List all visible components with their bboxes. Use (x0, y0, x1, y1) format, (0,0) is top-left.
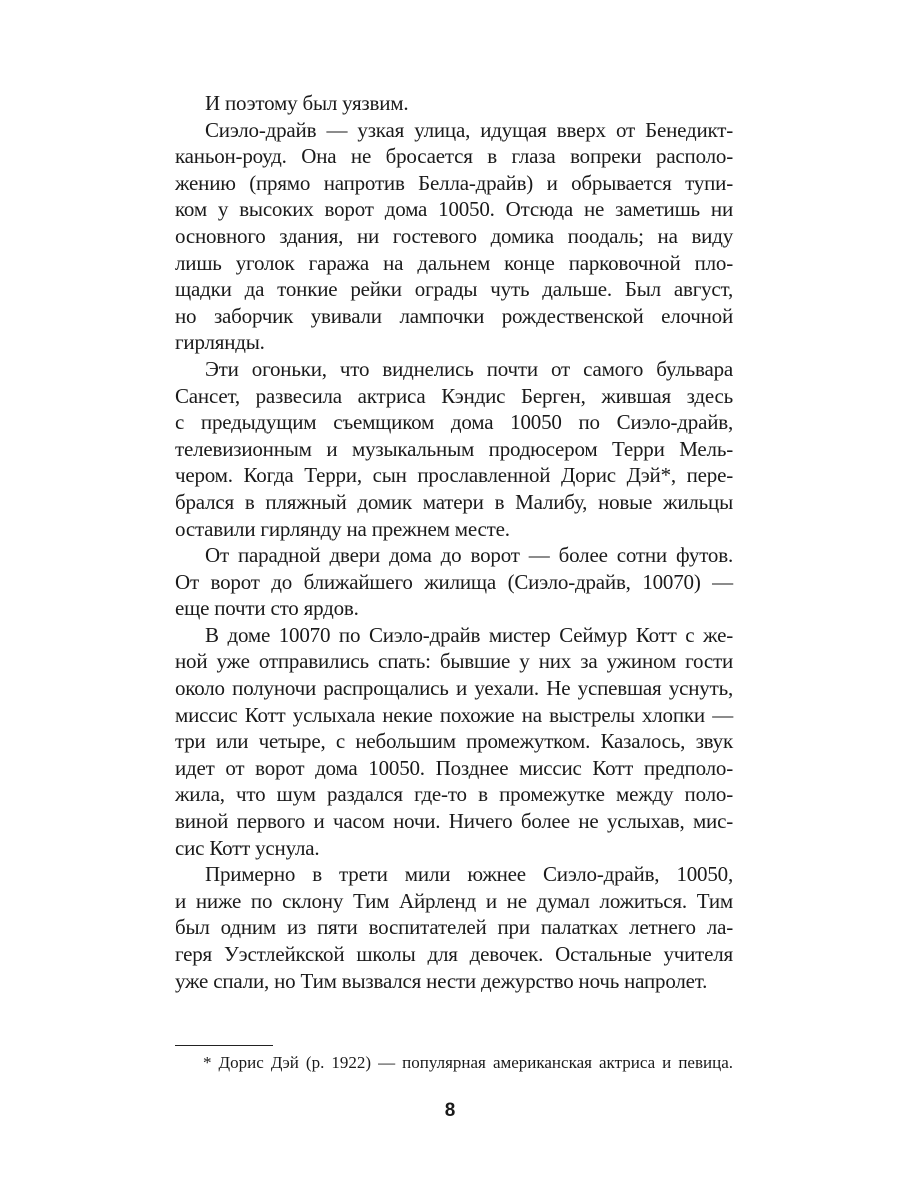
paragraph (175, 622, 733, 861)
text-line: Сиэло-драйв — узкая улица, идущая вверх от Бенедикт- (205, 117, 733, 142)
text-line: жению (прямо напротив Белла-драйв) и обрывается тупи- (175, 170, 733, 195)
text-line: уже спали, но Тим вызвался нести дежурство ночь напролет. (175, 968, 708, 993)
text-line: идет от ворот дома 10050. Позднее миссис Котт предполо- (175, 755, 733, 780)
text-line: три или четыре, с небольшим промежутком. Казалось, звук (175, 729, 733, 754)
paragraph (175, 542, 733, 622)
paragraph (175, 117, 733, 356)
text-line: лишь уголок гаража на дальнем конце парковочной пло- (175, 250, 733, 275)
text-line: Примерно в трети мили южнее Сиэло-драйв, 10050, (205, 862, 733, 887)
text-line: брался в пляжный домик матери в Малибу, новые жильцы (175, 489, 733, 514)
text-line: жила, что шум раздался где-то в промежутке между поло- (175, 782, 733, 807)
footnote: * Дорис Дэй (р. 1922) — популярная американская актриса и певица. (203, 1053, 733, 1072)
text-line: От ворот до ближайшего жилища (Сиэло-драйв, 10070) — (175, 569, 733, 594)
text-line: около полуночи распрощались и уехали. Не успевшая уснуть, (175, 676, 733, 701)
text-line: чером. Когда Терри, сын прославленной Дорис Дэй*, пере- (175, 463, 733, 488)
paragraph (175, 861, 733, 994)
page-number: 8 (444, 1100, 456, 1121)
text-line: миссис Котт услыхала некие похожие на выстрелы хлопки — (175, 702, 733, 727)
footnote-separator (175, 1045, 273, 1046)
text-line: ной уже отправились спать: бывшие у них за ужином гости (175, 649, 733, 674)
text-line: был одним из пяти воспитателей при палатках летнего ла- (175, 915, 733, 940)
text-line: И поэтому был уязвим. (205, 91, 409, 115)
text-line: сис Котт уснула. (175, 835, 320, 860)
body-text (175, 90, 733, 994)
text-line: с предыдущим съемщиком дома 10050 по Сиэло-драйв, (175, 410, 733, 435)
text-line: виной первого и часом ночи. Ничего более не услыхав, мис- (175, 809, 733, 834)
text-line: От парадной двери дома до ворот — более сотни футов. (205, 543, 733, 568)
text-line: Сансет, развесила актриса Кэндис Берген, жившая здесь (175, 383, 733, 408)
text-line: телевизионным и музыкальным продюсером Терри Мель- (175, 436, 733, 461)
text-line: щадки да тонкие рейки ограды чуть дальше. Был август, (175, 277, 733, 302)
text-line: В доме 10070 по Сиэло-драйв мистер Сеймур Котт с же- (205, 622, 733, 647)
paragraph (175, 356, 733, 542)
text-line: ком у высоких ворот дома 10050. Отсюда не заметишь ни (175, 197, 733, 222)
text-line: еще почти сто ярдов. (175, 596, 359, 621)
text-line: геря Уэстлейкской школы для девочек. Остальные учителя (175, 942, 733, 966)
text-line: каньон-роуд. Она не бросается в глаза вопреки располо- (175, 144, 733, 169)
paragraph (175, 90, 733, 117)
text-line: гирлянды. (175, 330, 265, 355)
text-line: основного здания, ни гостевого домика поодаль; на виду (175, 223, 733, 248)
text-line: но заборчик увивали лампочки рождественской елочной (175, 303, 733, 328)
text-line: Эти огоньки, что виднелись почти от самого бульвара (205, 356, 733, 381)
text-line: оставили гирлянду на прежнем месте. (175, 516, 510, 541)
text-line: и ниже по склону Тим Айрленд и не думал ложиться. Тим (175, 888, 733, 913)
